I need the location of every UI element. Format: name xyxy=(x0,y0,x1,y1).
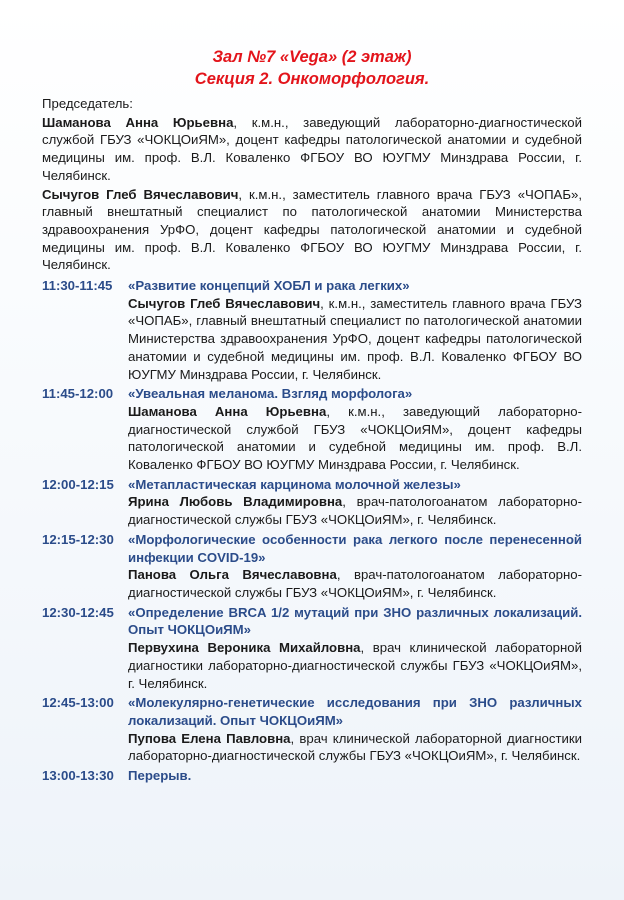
speaker-name: Первухина Вероника Михайловна xyxy=(128,640,361,656)
talk-speaker xyxy=(128,295,582,384)
talk-speaker xyxy=(128,639,582,692)
talk-time: 12:30-12:45 xyxy=(42,604,114,620)
speaker-name: Панова Ольга Вячеславовна xyxy=(128,567,337,583)
talk-title: «Определение BRCA 1/2 мутаций при ЗНО различных локализаций. Опыт ЧОКЦОиЯМ» xyxy=(128,604,582,638)
chair-entry xyxy=(42,114,582,185)
break-time: 13:00-13:30 xyxy=(42,768,114,784)
talk-speaker xyxy=(128,403,582,474)
talk-entry xyxy=(42,604,582,693)
talk-entry xyxy=(42,385,582,474)
talk-time: 12:00-12:15 xyxy=(42,476,114,492)
chair-entry xyxy=(42,186,582,275)
speaker-desc: , врач-патологоанатом лабораторно-диагностической службы ГБУЗ «ЧОКЦОиЯМ», г. Челябинск. xyxy=(128,567,582,600)
speaker-name: Пупова Елена Павловна xyxy=(128,730,291,746)
talk-time: 12:15-12:30 xyxy=(42,531,114,547)
program-page xyxy=(42,46,582,785)
talk-speaker xyxy=(128,730,582,765)
talk-title: «Развитие концепций ХОБЛ и рака легких» xyxy=(128,278,410,294)
talk-title: «Увеальная меланома. Взгляд морфолога» xyxy=(128,386,413,402)
break-entry xyxy=(42,767,582,785)
chair-label: Председатель: xyxy=(42,96,133,111)
speaker-name: Шаманова Анна Юрьевна xyxy=(128,403,327,419)
talk-time: 11:30-11:45 xyxy=(42,278,113,294)
speaker-name: Сычугов Глеб Вячеславович xyxy=(128,295,321,311)
chair-desc: , к.м.н., заместитель главного врача ГБУЗ «ЧОПАБ», главный внештатный специалист по патологической анатомии Министерства здравоохранения УрФО, доцент кафедры патологической анатомии и судебной медицины им. проф. В.Л. Коваленко ФГБОУ ВО ЮУГМУ Минздрава России, г. Челябинск. xyxy=(42,186,582,273)
talk-time: 11:45-12:00 xyxy=(42,386,114,402)
talk-entry xyxy=(42,277,582,383)
speaker-desc: , врач-патологоанатом лабораторно-диагностической службы ГБУЗ «ЧОКЦОиЯМ», г. Челябинск. xyxy=(128,494,583,528)
talk-entry xyxy=(42,476,582,529)
talk-speaker xyxy=(128,566,582,601)
talk-title: «Морфологические особенности рака легкого после перенесенной инфекции COVID-19» xyxy=(128,531,582,565)
speaker-desc: , врач клинической лабораторной диагностики лабораторно-диагностической службы ГБУЗ «ЧОКЦОиЯМ», г. Челябинск. xyxy=(128,730,582,764)
talk-speaker xyxy=(128,493,582,528)
speaker-desc: , к.м.н., заместитель главного врача ГБУЗ «ЧОПАБ», главный внештатный специалист по патологической анатомии Министерства здравоохранения УрФО, доцент кафедры патологической анатомии и судебной медицины им. проф. В.Л. Коваленко ФГБОУ ВО ЮУГМУ Минздрава России, г. Челябинск. xyxy=(128,295,582,382)
talk-time: 12:45-13:00 xyxy=(42,695,114,711)
speaker-desc: , к.м.н., заведующий лабораторно-диагностической службой ГБУЗ «ЧОКЦОиЯМ», доцент кафедры патологической анатомии и судебной медицины им. проф. В.Л. Коваленко ФГБОУ ВО ЮУГМУ Минздрава России, г. Челябинск. xyxy=(128,403,582,473)
talk-entry xyxy=(42,531,582,602)
speaker-name: Ярина Любовь Владимировна xyxy=(128,494,343,510)
section-title: Секция 2. Онкоморфология. xyxy=(194,70,430,88)
talk-title: «Молекулярно-генетические исследования при ЗНО различных локализаций. Опыт ЧОКЦОиЯМ» xyxy=(128,695,582,728)
talk-entry xyxy=(42,694,582,765)
chair-name: Шаманова Анна Юрьевна xyxy=(42,114,234,130)
talk-title: «Метапластическая карцинома молочной железы» xyxy=(128,476,461,492)
break-title: Перерыв. xyxy=(128,768,192,784)
hall-title: Зал №7 «Vega» (2 этаж) xyxy=(212,48,412,66)
chair-desc: , к.м.н., заведующий лабораторно-диагностической службой ГБУЗ «ЧОКЦОиЯМ», доцент кафедры патологической анатомии и судебной медицины им. проф. В.Л. Коваленко ФГБОУ ВО ЮУГМУ Минздрава России, г. Челябинск. xyxy=(42,114,582,183)
speaker-desc: , врач клинической лабораторной диагностики лабораторно-диагностической службы ГБУЗ «ЧОКЦОиЯМ», г. Челябинск. xyxy=(128,640,582,691)
chair-name: Сычугов Глеб Вячеславович xyxy=(42,186,239,202)
